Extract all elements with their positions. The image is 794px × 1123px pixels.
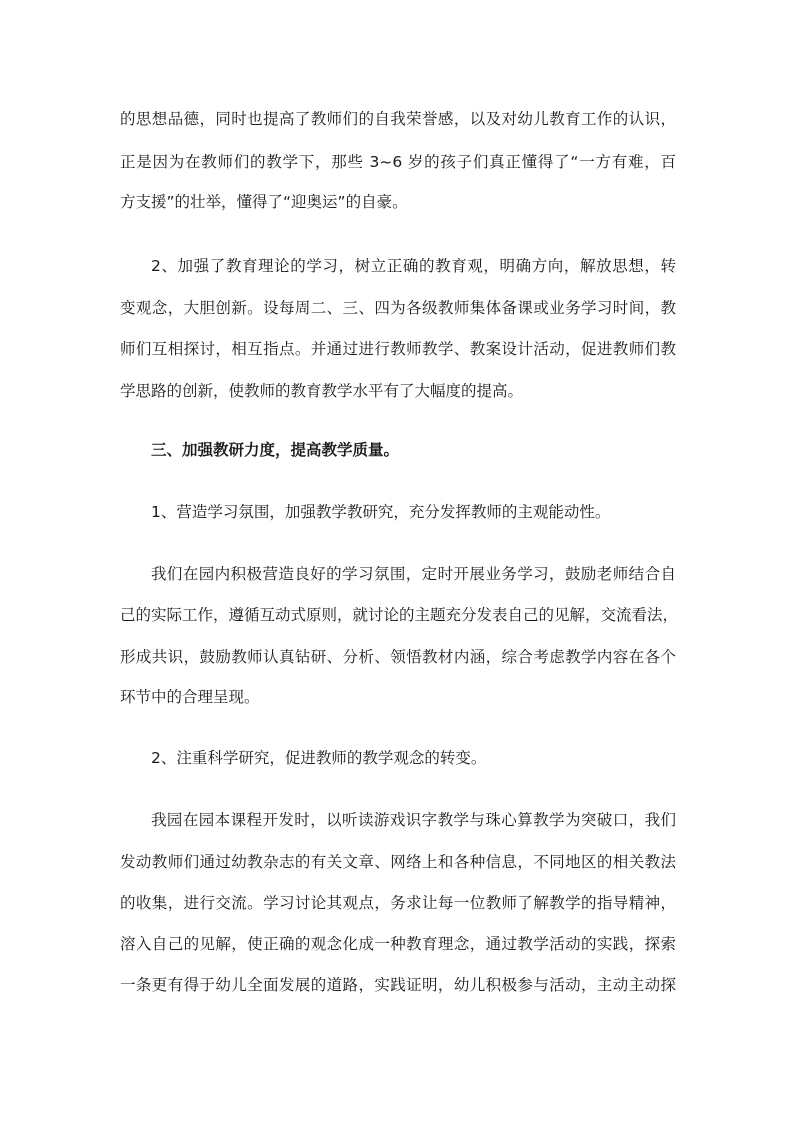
list-item: 1、营造学习氛围，加强教学教研究，充分发挥教师的主观能动性。 bbox=[151, 503, 611, 521]
text-line: 环节中的合理呈现。 bbox=[120, 688, 260, 706]
text-line: 2、加强了教育理论的学习，树立正确的教育观，明确方向，解放思想，转 bbox=[151, 257, 676, 275]
text-line: 己的实际工作，遵循互动式原则，就讨论的主题充分发表自己的见解，交流看法， bbox=[120, 606, 679, 624]
text-line: 一条更有得于幼儿全面发展的道路，实践证明，幼儿积极参与活动，主动主动探 bbox=[120, 976, 676, 994]
text-line: 的思想品德，同时也提高了教师们的自我荣誉感，以及对幼儿教育工作的认识， bbox=[120, 110, 676, 128]
text-line: 我园在园本课程开发时，以听读游戏识字教学与珠心算教学为突破口，我们 bbox=[151, 811, 676, 829]
text-line: 我们在园内积极营造良好的学习氛围，定时开展业务学习，鼓励老师结合自 bbox=[151, 565, 676, 583]
text-line: 方支援”的壮举，懂得了“迎奥运”的自豪。 bbox=[120, 193, 408, 211]
text-line: 发动教师们通过幼教杂志的有关文章、网络上和各种信息，不同地区的相关教法 bbox=[120, 853, 676, 871]
text-line: 正是因为在教师们的教学下，那些 3~6 岁的孩子们真正懂得了“一方有难，百 bbox=[120, 153, 676, 171]
section-heading: 三、加强教研力度，提高教学质量。 bbox=[151, 441, 400, 459]
list-item: 2、注重科学研究，促进教师的教学观念的转变。 bbox=[151, 749, 487, 767]
text-line: 溶入自己的见解，使正确的观念化成一种教育理念，通过教学活动的实践，探索 bbox=[120, 935, 676, 953]
text-line: 的收集，进行交流。学习讨论其观点，务求让每一位教师了解教学的指导精神， bbox=[120, 894, 676, 912]
text-line: 学思路的创新，使教师的教育教学水平有了大幅度的提高。 bbox=[120, 382, 524, 400]
text-line: 师们互相探讨，相互指点。并通过进行教师教学、教案设计活动，促进教师们教 bbox=[120, 340, 676, 358]
text-line: 形成共识，鼓励教师认真钻研、分析、领悟教材内涵，综合考虑教学内容在各个 bbox=[120, 648, 676, 666]
text-line: 变观念，大胆创新。设每周二、三、四为各级教师集体备课或业务学习时间，教 bbox=[120, 299, 676, 317]
